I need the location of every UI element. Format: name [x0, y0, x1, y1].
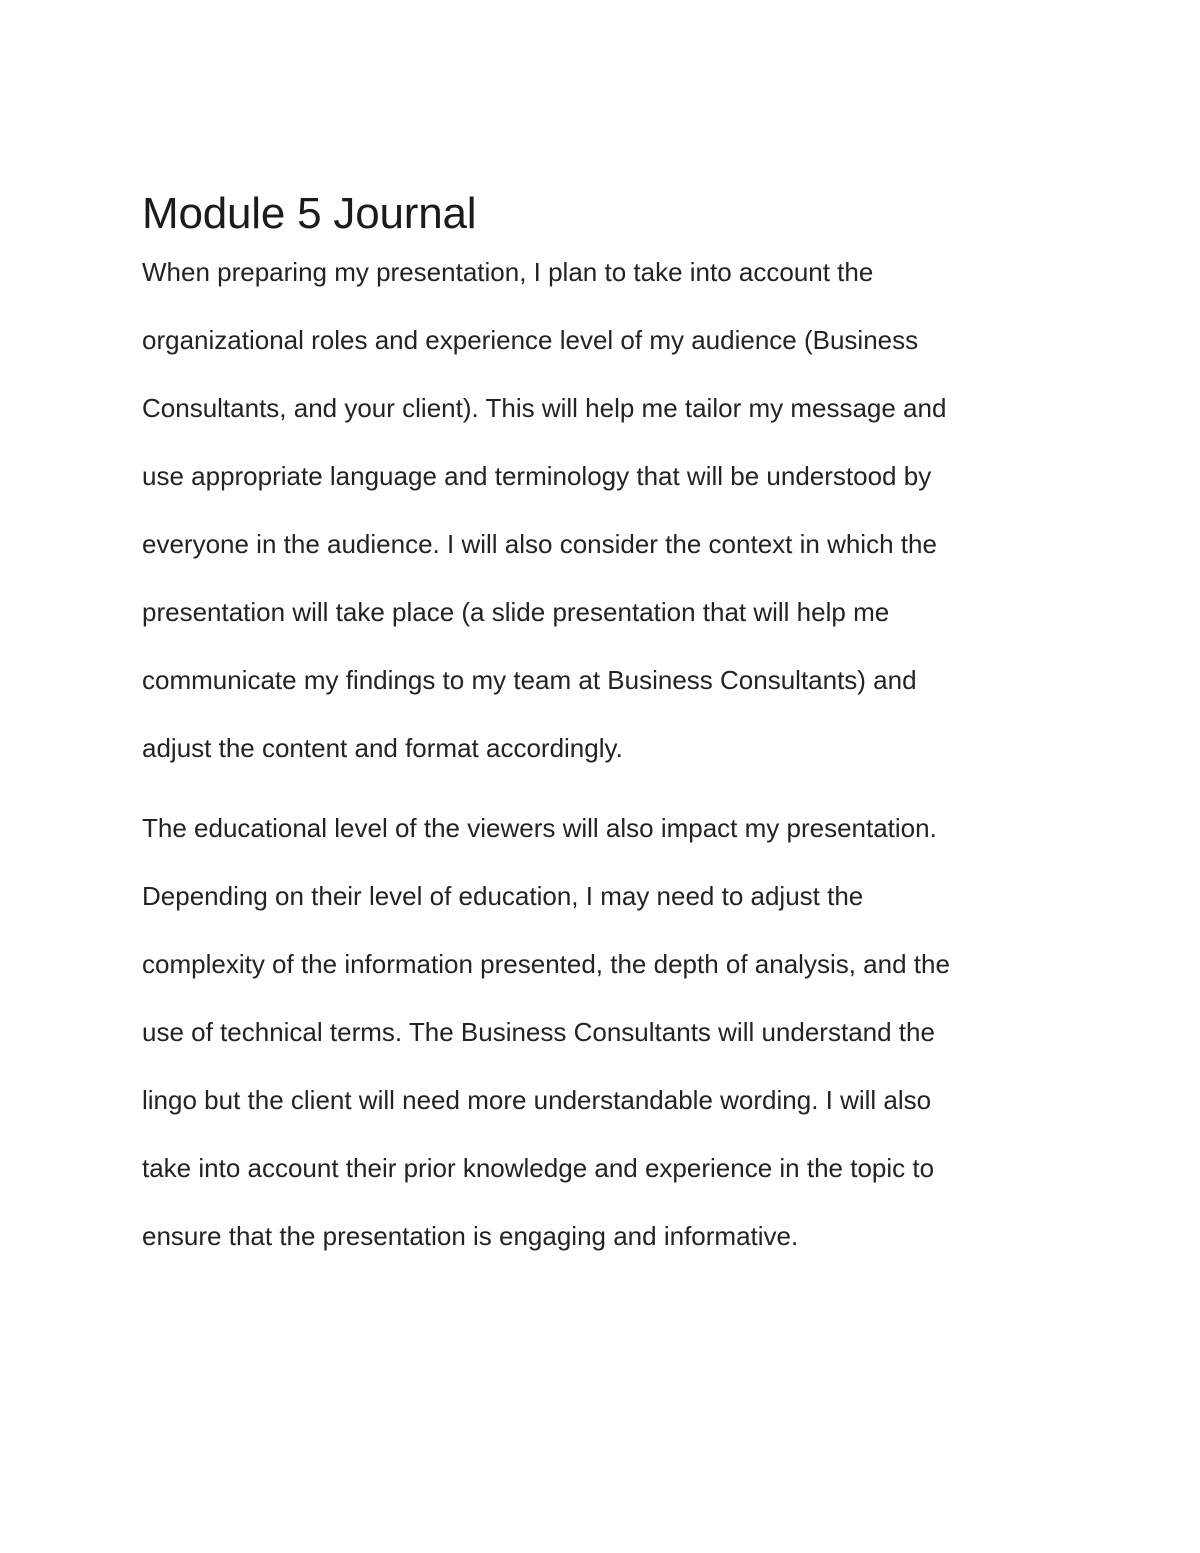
paragraph-education	[142, 794, 1072, 1270]
text-line: presentation will take place (a slide presentation that will help me	[142, 597, 890, 627]
paragraph-audience	[142, 238, 1072, 782]
document-title: Module 5 Journal	[142, 189, 477, 238]
document-body	[142, 186, 1072, 1270]
text-line: adjust the content and format accordingly.	[142, 733, 623, 763]
text-line: communicate my findings to my team at Business Consultants) and	[142, 665, 917, 695]
text-line: lingo but the client will need more understandable wording. I will also	[142, 1085, 932, 1115]
text-line: Consultants, and your client). This will help me tailor my message and	[142, 393, 947, 423]
text-line: Depending on their level of education, I may need to adjust the	[142, 881, 864, 911]
text-line: organizational roles and experience level of my audience (Business	[142, 325, 919, 355]
text-line: When preparing my presentation, I plan to take into account the	[142, 257, 874, 287]
text-line: The educational level of the viewers will also impact my presentation.	[142, 813, 937, 843]
text-line: use of technical terms. The Business Consultants will understand the	[142, 1017, 935, 1047]
text-line: use appropriate language and terminology that will be understood by	[142, 461, 932, 491]
text-line: take into account their prior knowledge and experience in the topic to	[142, 1153, 935, 1183]
text-line: ensure that the presentation is engaging and informative.	[142, 1221, 799, 1251]
text-line: everyone in the audience. I will also consider the context in which the	[142, 529, 937, 559]
text-line: complexity of the information presented, the depth of analysis, and the	[142, 949, 950, 979]
